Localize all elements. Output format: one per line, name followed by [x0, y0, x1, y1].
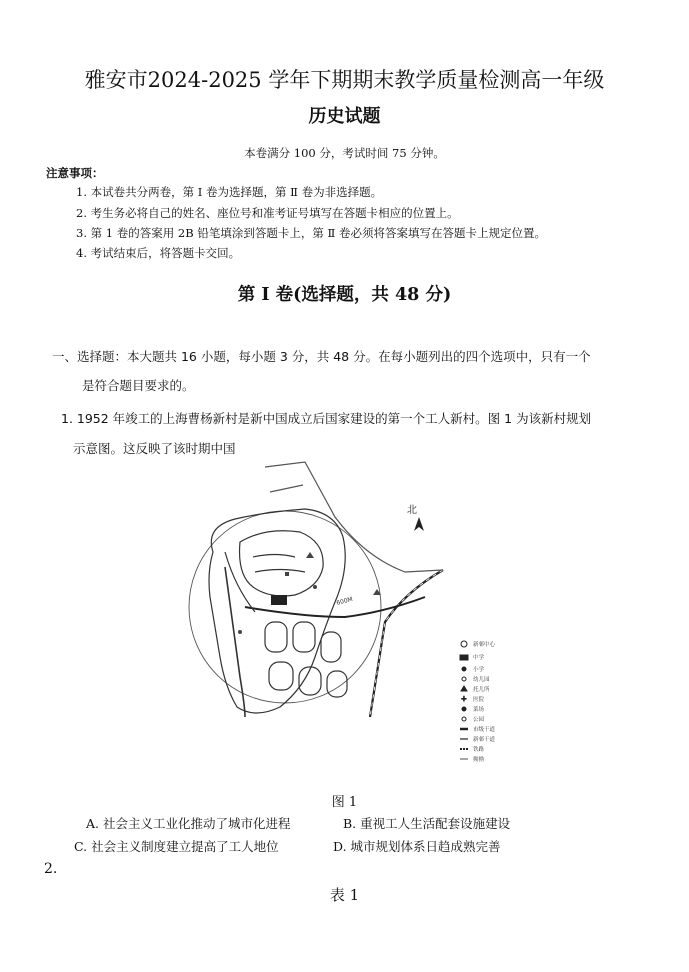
village-center-marker	[271, 595, 287, 605]
score-info: 本卷满分 100 分，考试时间 75 分钟。	[244, 146, 445, 160]
section-title: 第 Ⅰ 卷(选择题，共 48 分)	[237, 285, 452, 305]
question-2-number: 2.	[44, 861, 58, 877]
map-svg	[185, 457, 496, 777]
option-d[interactable]: D. 城市规划体系日趋成熟完善	[333, 839, 501, 854]
question-1-stem-cont: 示意图。这反映了该时期中国	[73, 441, 236, 456]
notice-heading: 注意事项：	[46, 166, 104, 180]
village-plan-map	[185, 457, 496, 777]
legend-item-4: 幼儿园	[473, 677, 490, 683]
road-label: 600M	[335, 595, 354, 607]
legend-item-5: 托儿所	[473, 687, 490, 693]
map-legend	[460, 640, 496, 763]
legend-item-6: 医院	[473, 697, 485, 703]
north-arrow-icon	[414, 517, 424, 531]
legend-item-10: 新邨干道	[473, 737, 496, 743]
table-title: 表 1	[329, 886, 360, 904]
legend-item-11: 铁路	[473, 747, 485, 753]
notice-item-4: 4. 考试结束后，将答题卡交回。	[76, 246, 241, 260]
option-b[interactable]: B. 重视工人生活配套设施建设	[343, 816, 511, 831]
option-c[interactable]: C. 社会主义制度建立提高了工人地位	[74, 839, 279, 854]
legend-item-3: 小学	[473, 667, 485, 673]
legend-item-9: 市级干道	[473, 727, 496, 733]
legend-item-2: 中学	[473, 655, 485, 661]
legend-item-12: 拗拗	[473, 757, 485, 763]
legend-item-7: 菜场	[473, 707, 485, 713]
instructions-line-2: 是符合题目要求的。	[82, 378, 195, 393]
option-a[interactable]: A. 社会主义工业化推动了城市化进程	[86, 816, 291, 831]
exam-subject: 历史试题	[308, 106, 381, 127]
page-title: 雅安市2024-2025 学年下期期末教学质量检测高一年级	[84, 68, 605, 92]
legend-item-1: 新邨中心	[473, 642, 496, 648]
instructions-line-1: 一、选择题：本大题共 16 小题，每小题 3 分，共 48 分。在每小题列出的四个选项中，只有一个	[52, 349, 591, 364]
svg-text:+: +	[461, 695, 467, 703]
question-1-stem: 1. 1952 年竣工的上海曹杨新村是新中国成立后国家建设的第一个工人新村。图 1 为该新村规划	[61, 411, 592, 426]
figure-caption: 图 1	[331, 795, 358, 810]
notice-item-1: 1. 本试卷共分两卷，第 Ⅰ 卷为选择题，第 Ⅱ 卷为非选择题。	[76, 185, 383, 199]
notice-item-2: 2. 考生务必将自己的姓名、座位号和准考证号填写在答题卡相应的位置上。	[76, 206, 459, 220]
north-label: 北	[407, 505, 417, 516]
notice-item-3: 3. 第 1 卷的答案用 2B 铅笔填涂到答题卡上，第 Ⅱ 卷必须将答案填写在答题卡上规定位置。	[76, 226, 546, 240]
legend-item-8: 公园	[473, 717, 485, 723]
